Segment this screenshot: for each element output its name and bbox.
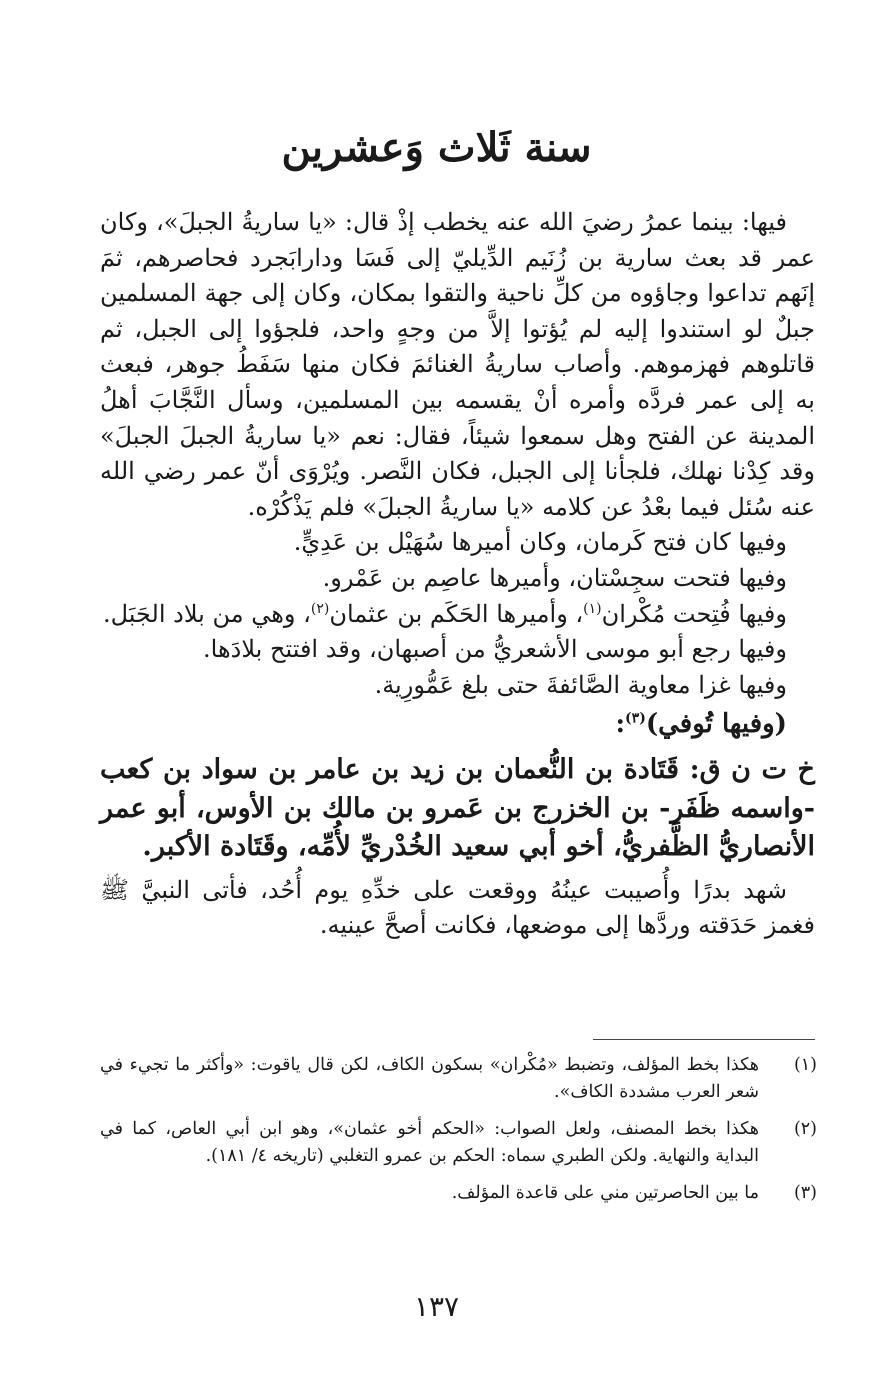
mukran-text-2: ، وأميرها الحَكَم بن عثمان bbox=[329, 599, 584, 628]
page-title: سنة ثَلاث وَعشرين bbox=[281, 124, 592, 171]
footnote-text: هكذا بخط المصنف، ولعل الصواب: «الحكم أخو عثمان»، وهو ابن أبي العاص، كما في البداية والنهاية. ولكن الطبري سماه: الحكم بن عمرو التغلبي (تاريخه ٤/ ١٨١). bbox=[100, 1119, 759, 1166]
footnote-3 bbox=[100, 1180, 817, 1207]
mukran-text-3: ، وهي من بلاد الجَبَل. bbox=[103, 599, 311, 628]
page-number: ١٣٧ bbox=[413, 1290, 460, 1323]
main-text bbox=[100, 205, 815, 944]
footnote-separator bbox=[593, 1039, 815, 1040]
footnote-1 bbox=[100, 1052, 817, 1106]
biography-heading-qatada: خ ت ن ق: قَتَادة بن النُّعمان بن زيد بن عامر بن سواد بن كعب -واسمه ظَفَر- بن الخزرج بن عَمرو بن مالك بن الأوس، أبو عمر الأنصاريُّ الظَّفريُّ، أخو أبي سعيد الخُدْريِّ لأُمِّه، وقَتَادة الأكبر. bbox=[100, 754, 815, 863]
paragraph-sariya: فيها: بينما عمرُ رضيَ الله عنه يخطب إذْ قال: «يا ساريةُ الجبلَ»، وكان عمر قد بعث سارية بن زُنَيم الدِّيليّ إلى فَسَا ودارابَجرد فحاصرهم، ثمَ إنَهم تداعوا وجاؤوه من كلِّ ناحية والتقوا بمكان، وكان إلى جهة المسلمين جبلٌ لو استندوا إليه لم يُؤتوا إلاَّ من وجهٍ واحد، فلجؤوا إلى الجبل، ثم قاتلوهم فهزموهم. وأصاب ساريةُ الغنائمَ فكان منها سَفَطُ جوهر، فبعث به إلى عمر فردَّه وأمره أنْ يقسمه بين المسلمين، وسأل النَّجَّابَ أهلُ المدينة عن الفتح وهل سمعوا شيئاً، فقال: نعم «يا ساريةُ الجبلَ الجبلَ» وقد كِدْنا نهلك، فلجأنا إلى الجبل، فكان النَّصر. ويُرْوَى أنّ عمر رضي الله عنه سُئل فيما بعْدُ عن كلامه «يا ساريةُ الجبلَ» فلم يَذْكُرْه. bbox=[100, 208, 816, 521]
paragraph-muawiya: وفيها غزا معاوية الصَّائفةَ حتى بلغ عَمُّورِية. bbox=[374, 670, 787, 699]
footnotes bbox=[100, 1052, 817, 1217]
footnote-text: ما بين الحاصرتين مني على قاعدة المؤلف. bbox=[451, 1183, 759, 1203]
paragraph-kerman: وفيها كان فتح كَرمان، وكان أميرها سُهَيْل بن عَدِيٍّ. bbox=[293, 528, 787, 557]
footnote-text: هكذا بخط المؤلف، وتضبط «مُكْران» بسكون الكاف، لكن قال ياقوت: «وأكثر ما تجيء في شعر العرب مشددة الكاف». bbox=[100, 1055, 759, 1102]
footnote-number: (٢) bbox=[793, 1119, 817, 1139]
footnote-ref-1: (١) bbox=[583, 600, 602, 617]
mukran-text: وفيها فُتِحت مُكْران bbox=[601, 599, 787, 628]
paragraph-sijistan: وفيها فتحت سجِسْتان، وأميرها عاصِم بن عَمْرو. bbox=[322, 563, 787, 592]
footnote-number: (٣) bbox=[793, 1183, 817, 1203]
paragraph-qatada-eye: شهد بدرًا وأُصيبت عينُهُ ووقعت على خدِّهِ يوم أُحُد، فأتى النبيَّ ﷺ فغمز حَدَقته وردَّها إلى موضعها، فكانت أصحَّ عينيه. bbox=[100, 875, 815, 940]
deaths-heading-colon: : bbox=[615, 709, 626, 740]
paragraph-abu-musa: وفيها رجع أبو موسى الأشعريُّ من أصبهان، وقد افتتح بلادَها. bbox=[203, 635, 787, 664]
footnote-ref-3: (٣) bbox=[625, 710, 646, 727]
footnote-number: (١) bbox=[793, 1055, 817, 1075]
paragraph-mukran bbox=[100, 597, 815, 633]
footnote-2 bbox=[100, 1116, 817, 1170]
deaths-heading-text: (وفيها تُوفي) bbox=[645, 709, 787, 740]
section-heading-deaths bbox=[100, 703, 815, 745]
footnote-ref-2: (٢) bbox=[310, 600, 330, 617]
